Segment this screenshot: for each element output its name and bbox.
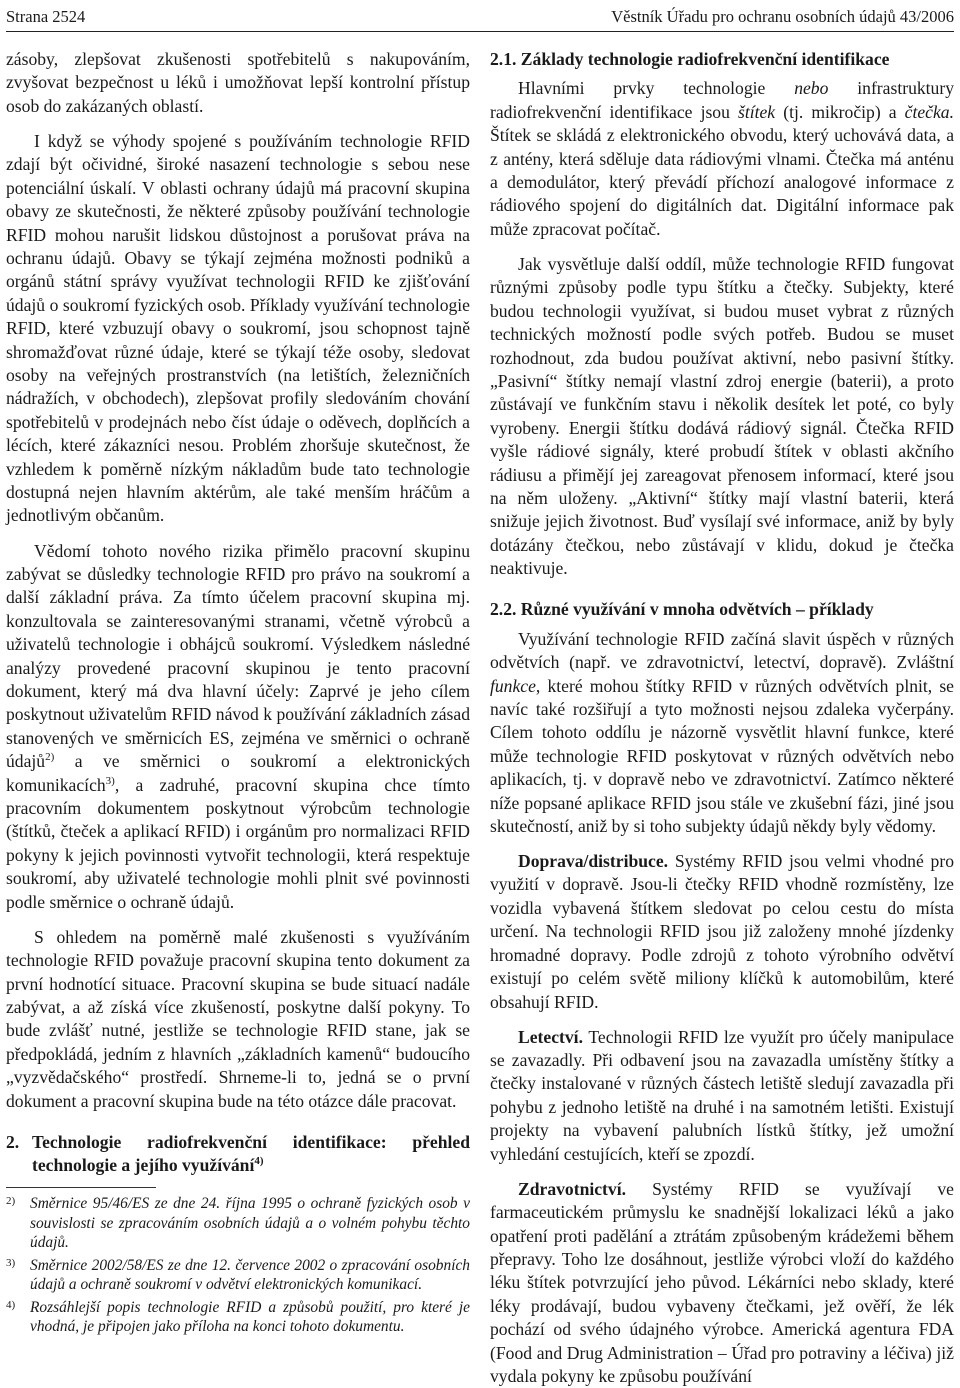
header-rule xyxy=(6,31,954,32)
journal-title: Věstník Úřadu pro ochranu osobních údajů 43/2006 xyxy=(611,7,954,26)
section-number: 2. xyxy=(6,1131,20,1152)
footnote-text: Směrnice 2002/58/ES ze dne 12. července 2002 o zpracování osobních údajů a ochraně soukromí v odvětví elektronických komunikací. xyxy=(30,1256,470,1294)
footnote-mark: 3) xyxy=(6,1256,16,1269)
footnote-text: Směrnice 95/46/ES ze dne 24. října 1995 o ochraně fyzických osob v souvislosti se zpracováním osobních údajů a o volném pohybu těchto údajů. xyxy=(30,1195,470,1252)
runin-heading: Zdravotnictví. xyxy=(518,1178,627,1199)
footnote-mark: 2) xyxy=(6,1195,16,1208)
left-column xyxy=(6,48,470,1340)
paragraph: I když se výhody spojené s používáním technologie RFID zdají být očividné, široké nasazení technologie s sebou nese potenciální úskalí. V oblasti ochrany údajů má pracovní skupina obavy ze skutečnosti, že některé způsoby používání technologie RFID mohou narušit lidskou důstojnost a porušovat práva na ochranu údajů. Obavy se týkají zejména možnosti podniků a orgánů státní správy využívat technologii RFID ke zjišťování údajů o soukromí fyzických osob. Příklady využívání technologie RFID, které vzbuzují obavy o soukromí, jsou schopnost tajně shromažďovat různé údaje, které se týkají téže osoby, sledovat osoby na veřejných prostranstvích (na letištích, železničních nádražích, v obchodech), zlepšovat profily sledováním chování spotřebitelů v prodejnách nebo číst údaje o oděvech, doplňcích a lécích, které zákazníci nesou. Problém zhoršuje skutečnost, že vzhledem k poměrně nízkým nákladům bude tato technologie dostupná nejen hlavním aktérům, ale také menším hráčům a jednotlivým občanům. xyxy=(6,130,470,526)
paragraph: zásoby, zlepšovat zkušenosti spotřebitelů s nakupováním, zvyšovat bezpečnost u léků i umožňovat lepší kontrolní přístup osob do zakázaných oblastí. xyxy=(6,49,470,116)
paragraph: Vědomí tohoto nového rizika přimělo pracovní skupinu zabývat se důsledky technologie RFID pro právo na soukromí a další základní práva. Za tímto účelem pracovní skupina mj. konzultovala se zainteresovanými stranami, včetně výrobců a uživatelů technologie i obhájců soukromí. Výsledkem následné analýzy provedené pracovní skupinou je tento pracovní dokument, který má dva hlavní účely: Zaprvé je jeho cílem poskytnout uživatelům RFID návod k používání základních zásad stanovených ve směrnicích ES, zejména ve směrnici o ochraně údajů$^{2)}$ a ve směrnici o soukromí a elektronických komunikacích$^{3)}$, a zadruhé, pracovní skupina chce tímto pracovním dokumentem poskytnout výrobcům technologie (štítků, čteček a aplikací RFID) i orgánům pro normalizaci RFID pokyny k jejich povinnosti vytvořit technologii, která respektuje soukromí, aby uživatelé technologie mohli plnit své povinnosti podle směrnice o ochraně údajů. xyxy=(6,540,470,912)
footnote-mark: 4) xyxy=(6,1298,16,1311)
paragraph: Letectví. Technologii RFID lze využít pro účely manipulace se zavazadly. Při odbavení jsou na zavazadla umístěny štítky a čtečky instalované v různých částech letiště sledují zavazadla při pohybu z jednoho letiště na druhé i na samotném letišti. Existují projekty na vybavení palubních lístků štítky, jež umožní vyhledání cestujících, kteří se zpozdí. xyxy=(490,1026,954,1164)
paragraph: Využívání technologie RFID začíná slavit úspěch v různých odvětvích (např. ve zdravotnictví, letectví, dopravě). Zvláštní funkce, které mohou štítky RFID v různých odvětvích plnit, se navíc také rozšiřují a tyto možnosti nejsou zdaleka vyčerpány. Cílem tohoto oddílu je názorně vysvětlit hlavní funkce, které může technologie RFID poskytovat v různých odvětvích nebo aplikacích, tj. v dopravě nebo ve zdravotnictví. Zatímco některé níže popsané aplikace RFID jsou stále ve zkušební fázi, jiné jsou skutečností, aniž by si toho subjekty údajů někdy byly vědomy. xyxy=(490,628,954,836)
footnote-ref: 3) xyxy=(105,774,115,787)
paragraph: Jak vysvětluje další oddíl, může technologie RFID fungovat různými způsoby podle typu štítku a čtečky. Subjekty, které budou technologii využívat, si budou muset vybrat z různých technických možností podle svých potřeb. Budou se muset rozhodnout, zda budou používat aktivní, nebo pasivní štítky. „Pasivní“ štítky nemají vlastní zdroj energie (baterii), a proto zůstávají ve funkčním stavu i několik desítek let poté, co byly vyrobeny. Energii štítku dodává rádiový signál. Čtečka RFID vyšle rádiové signály, které probudí štítek v oblasti akčního rádiusu a přimějí jej zareagovat přenosem informací, které jsou na něm uloženy. „Aktivní“ štítky mají vlastní baterii, která snižuje jejich životnost. Buď vysílají své informace, aniž by byly dotázány čtečkou, nebo zůstávají v klidu, dokud je čtečka neaktivuje. xyxy=(490,253,954,579)
footnote-rule xyxy=(6,1187,156,1188)
footnote xyxy=(6,1298,470,1337)
page-number: Strana 2524 xyxy=(6,7,86,26)
page-header xyxy=(6,6,954,30)
subsection-heading: 2.2. Různé využívání v mnoha odvětvích – příklady xyxy=(490,599,874,620)
paragraph: Hlavními prvky technologie nebo infrastruktury radiofrekvenční identifikace jsou štítek (tj. mikročip) a čtečka. Štítek se skládá z elektronického obvodu, který uchovává data, a z antény, která sděluje data rádiovými vlnami. Čtečka má anténu a demodulátor, který převádí příchozí analogové informace z rádiového spojení do digitálních dat. Digitální informace pak může zpracovat počítač. xyxy=(490,78,954,239)
paragraph: Doprava/distribuce. Systémy RFID jsou velmi vhodné pro využití v dopravě. Jsou-li čtečky RFID vhodně rozmístěny, lze vozidla vybavená štítkem sledovat po celou cestu do místa určení. Na technologii RFID jsou již založeny mnohé jízdenky hromadné dopravy. Podle zdrojů z tohoto výrobního odvětví existují po celém světě miliony klíčků k automobilům, které obsahují RFID. xyxy=(490,851,954,1012)
runin-heading: Doprava/distribuce. xyxy=(518,851,669,872)
footnote xyxy=(6,1256,470,1295)
footnote-ref: 2) xyxy=(45,751,55,764)
footnote-ref: 4) xyxy=(254,1155,264,1168)
right-column xyxy=(490,48,954,1388)
section-heading xyxy=(6,1131,470,1178)
footnote xyxy=(6,1194,470,1253)
paragraph: S ohledem na poměrně malé zkušenosti s využíváním technologie RFID považuje pracovní skupina tento dokument za první hodnotící situace. Pracovní skupina se bude situací nadále zabývat, a až získá více zkušeností, poskytne další pokyny. To bude zvlášť nutné, jestliže se technologie RFID stane, jak se předpokládá, jedním z hlavních „základních kamenů“ budoucího „vyzvědačského“ prostředí. Shrneme-li to, jedná se o první dokument a pracovní skupina bude na této otázce dále pracovat. xyxy=(6,926,470,1111)
runin-heading: Letectví. xyxy=(518,1026,583,1047)
paragraph: Zdravotnictví. Systémy RFID se využívají ve farmaceutickém průmyslu ke snadnější lokalizaci léků a jako opatření proti padělání a ztrátám způsobeným krádežemi během přepravy. Toho lze dosáhnout, jestliže výrobci vloží do každého léku štítek potvrzující jeho původ. Lékárníci nebo sklady, které léky prodávají, budou vybaveny čtečkami, jež ověří, že lék pochází od svého údajného výrobce. Americká agentura FDA (Food and Drug Administration – Úřad pro potraviny a léčiva) již vydala pokyny ke způsobu používání xyxy=(490,1178,954,1386)
footnote-text: Rozsáhlejší popis technologie RFID a způsobů použití, pro které je vhodná, je připojen jako příloha na konci tohoto dokumentu. xyxy=(30,1298,470,1336)
footnotes xyxy=(6,1194,470,1337)
section-title: Technologie radiofrekvenční identifikace: přehled technologie a jejího využívání xyxy=(32,1131,470,1176)
subsection-heading: 2.1. Základy technologie radiofrekvenční identifikace xyxy=(490,49,890,69)
